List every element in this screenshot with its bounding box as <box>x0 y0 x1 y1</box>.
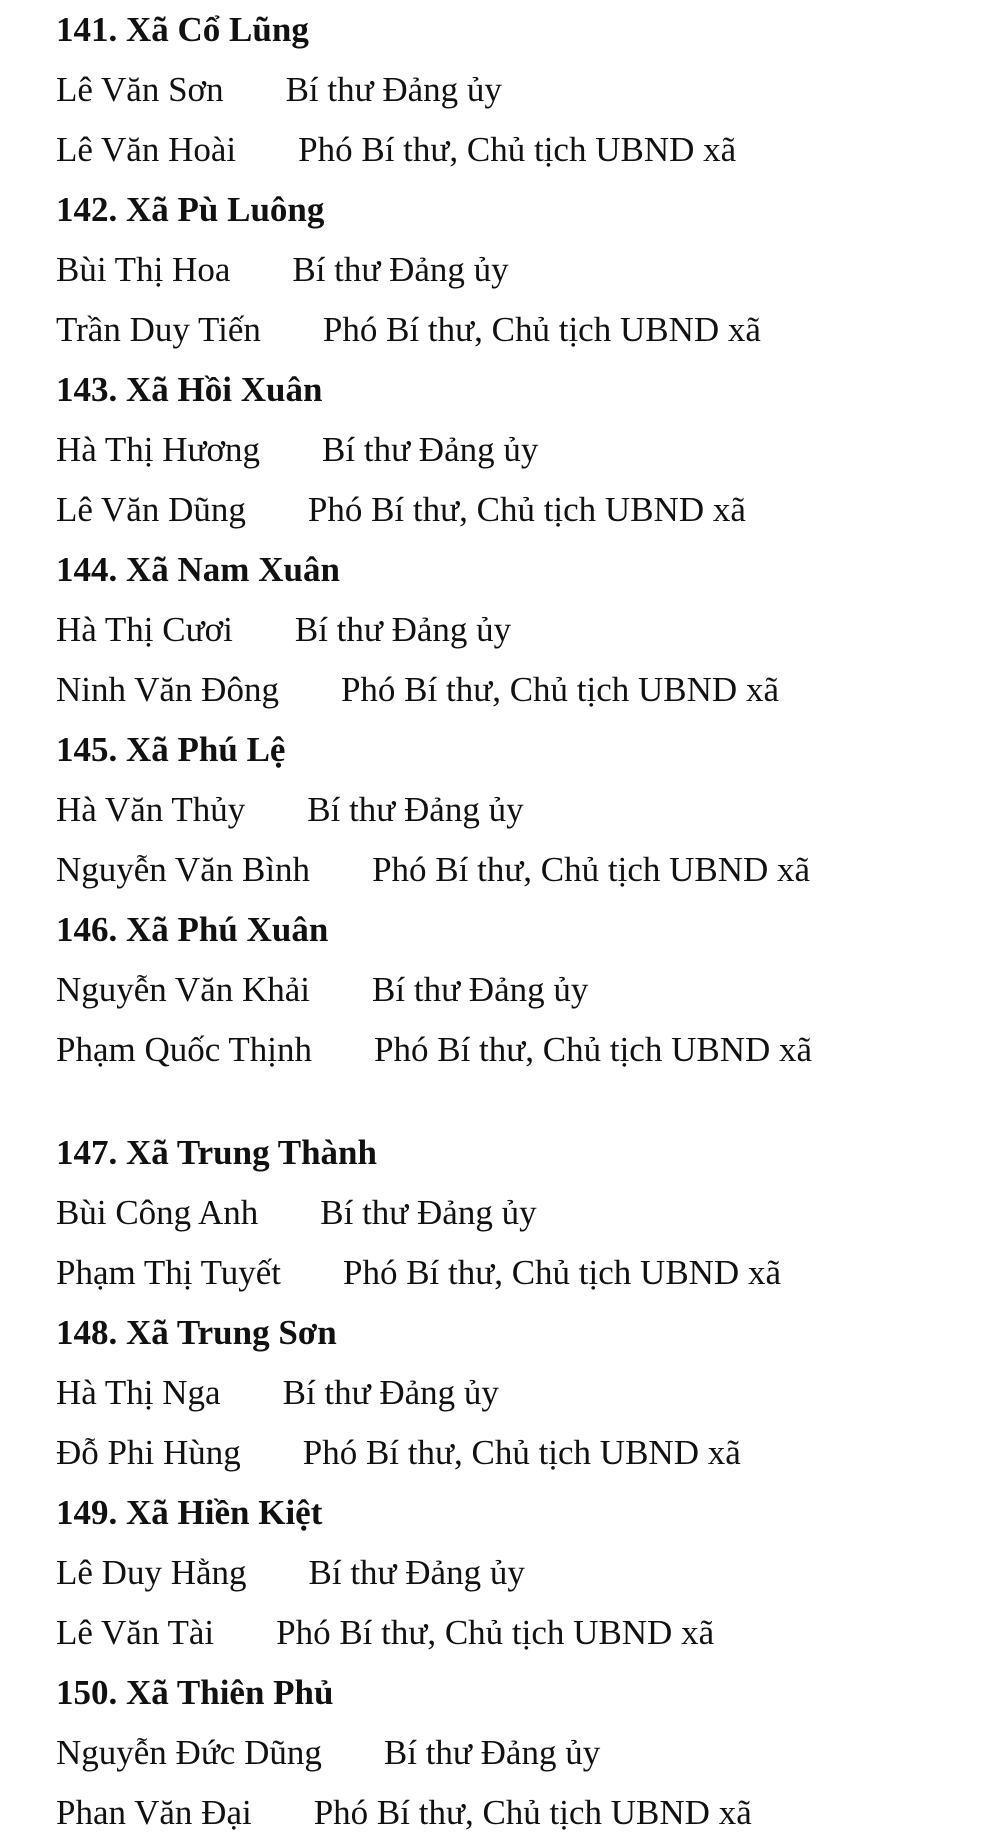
official-row <box>56 1243 986 1303</box>
official-role: Phó Bí thư, Chủ tịch UBND xã <box>302 1433 741 1472</box>
commune-heading: 146. Xã Phú Xuân <box>56 910 329 949</box>
official-row <box>56 660 986 720</box>
official-row <box>56 60 986 120</box>
official-role: Bí thư Đảng ủy <box>294 610 512 649</box>
official-name: Lê Duy Hằng <box>56 1553 247 1592</box>
official-row <box>56 1363 986 1423</box>
official-name: Lê Văn Tài <box>56 1613 215 1652</box>
official-row <box>56 1183 986 1243</box>
official-role: Bí thư Đảng ủy <box>282 1373 499 1412</box>
official-row <box>56 1723 986 1783</box>
official-row <box>56 840 986 900</box>
official-role: Phó Bí thư, Chủ tịch UBND xã <box>307 490 746 529</box>
official-row <box>56 1020 986 1080</box>
official-row <box>56 960 986 1020</box>
official-role: Bí thư Đảng ủy <box>292 250 509 289</box>
official-name: Lê Văn Sơn <box>56 70 224 109</box>
official-name: Nguyễn Đức Dũng <box>56 1733 322 1772</box>
official-role: Phó Bí thư, Chủ tịch UBND xã <box>340 670 779 709</box>
official-role: Phó Bí thư, Chủ tịch UBND xã <box>322 310 761 349</box>
official-role: Bí thư Đảng ủy <box>320 1193 537 1232</box>
official-row <box>56 120 986 180</box>
commune-heading: 150. Xã Thiên Phủ <box>56 1673 334 1712</box>
official-role: Bí thư Đảng ủy <box>322 430 539 469</box>
official-role: Bí thư Đảng ủy <box>372 970 589 1009</box>
commune-heading: 142. Xã Pù Luông <box>56 190 325 229</box>
official-name: Nguyễn Văn Khải <box>56 970 311 1009</box>
official-role: Phó Bí thư, Chủ tịch UBND xã <box>372 850 811 889</box>
official-row <box>56 1543 986 1603</box>
official-role: Phó Bí thư, Chủ tịch UBND xã <box>298 130 737 169</box>
official-row <box>56 300 986 360</box>
official-role: Phó Bí thư, Chủ tịch UBND xã <box>342 1253 781 1292</box>
official-name: Phan Văn Đại <box>56 1793 252 1832</box>
commune-heading: 145. Xã Phú Lệ <box>56 730 286 769</box>
official-name: Phạm Quốc Thịnh <box>56 1030 313 1069</box>
official-row <box>56 1783 986 1843</box>
official-name: Hà Thị Nga <box>56 1373 221 1412</box>
commune-heading: 148. Xã Trung Sơn <box>56 1313 337 1352</box>
official-name: Bùi Công Anh <box>56 1193 259 1232</box>
official-name: Hà Thị Hương <box>56 430 261 469</box>
official-name: Trần Duy Tiến <box>56 310 261 349</box>
official-name: Hà Văn Thủy <box>56 790 246 829</box>
official-role: Phó Bí thư, Chủ tịch UBND xã <box>276 1613 715 1652</box>
official-name: Lê Văn Dũng <box>56 490 246 529</box>
commune-heading: 143. Xã Hồi Xuân <box>56 370 323 409</box>
official-row <box>56 600 986 660</box>
official-role: Phó Bí thư, Chủ tịch UBND xã <box>313 1793 752 1832</box>
commune-heading: 144. Xã Nam Xuân <box>56 550 340 589</box>
official-role: Bí thư Đảng ủy <box>307 790 524 829</box>
commune-heading: 141. Xã Cổ Lũng <box>56 10 309 49</box>
official-role: Phó Bí thư, Chủ tịch UBND xã <box>374 1030 813 1069</box>
commune-heading: 147. Xã Trung Thành <box>56 1133 377 1172</box>
official-name: Hà Thị Cươi <box>56 610 233 649</box>
official-name: Ninh Văn Đông <box>56 670 279 709</box>
official-role: Bí thư Đảng ủy <box>285 70 502 109</box>
official-name: Nguyễn Văn Bình <box>56 850 311 889</box>
commune-heading: 149. Xã Hiền Kiệt <box>56 1493 323 1532</box>
official-name: Phạm Thị Tuyết <box>56 1253 281 1292</box>
official-row <box>56 780 986 840</box>
section-gap <box>56 1080 986 1123</box>
official-role: Bí thư Đảng ủy <box>383 1733 601 1772</box>
commune-officials-list <box>56 0 986 1843</box>
official-name: Bùi Thị Hoa <box>56 250 231 289</box>
official-role: Bí thư Đảng ủy <box>308 1553 525 1592</box>
official-name: Lê Văn Hoài <box>56 130 237 169</box>
official-name: Đỗ Phi Hùng <box>56 1433 241 1472</box>
official-row <box>56 480 986 540</box>
official-row <box>56 1603 986 1663</box>
official-row <box>56 1423 986 1483</box>
official-row <box>56 420 986 480</box>
official-row <box>56 240 986 300</box>
